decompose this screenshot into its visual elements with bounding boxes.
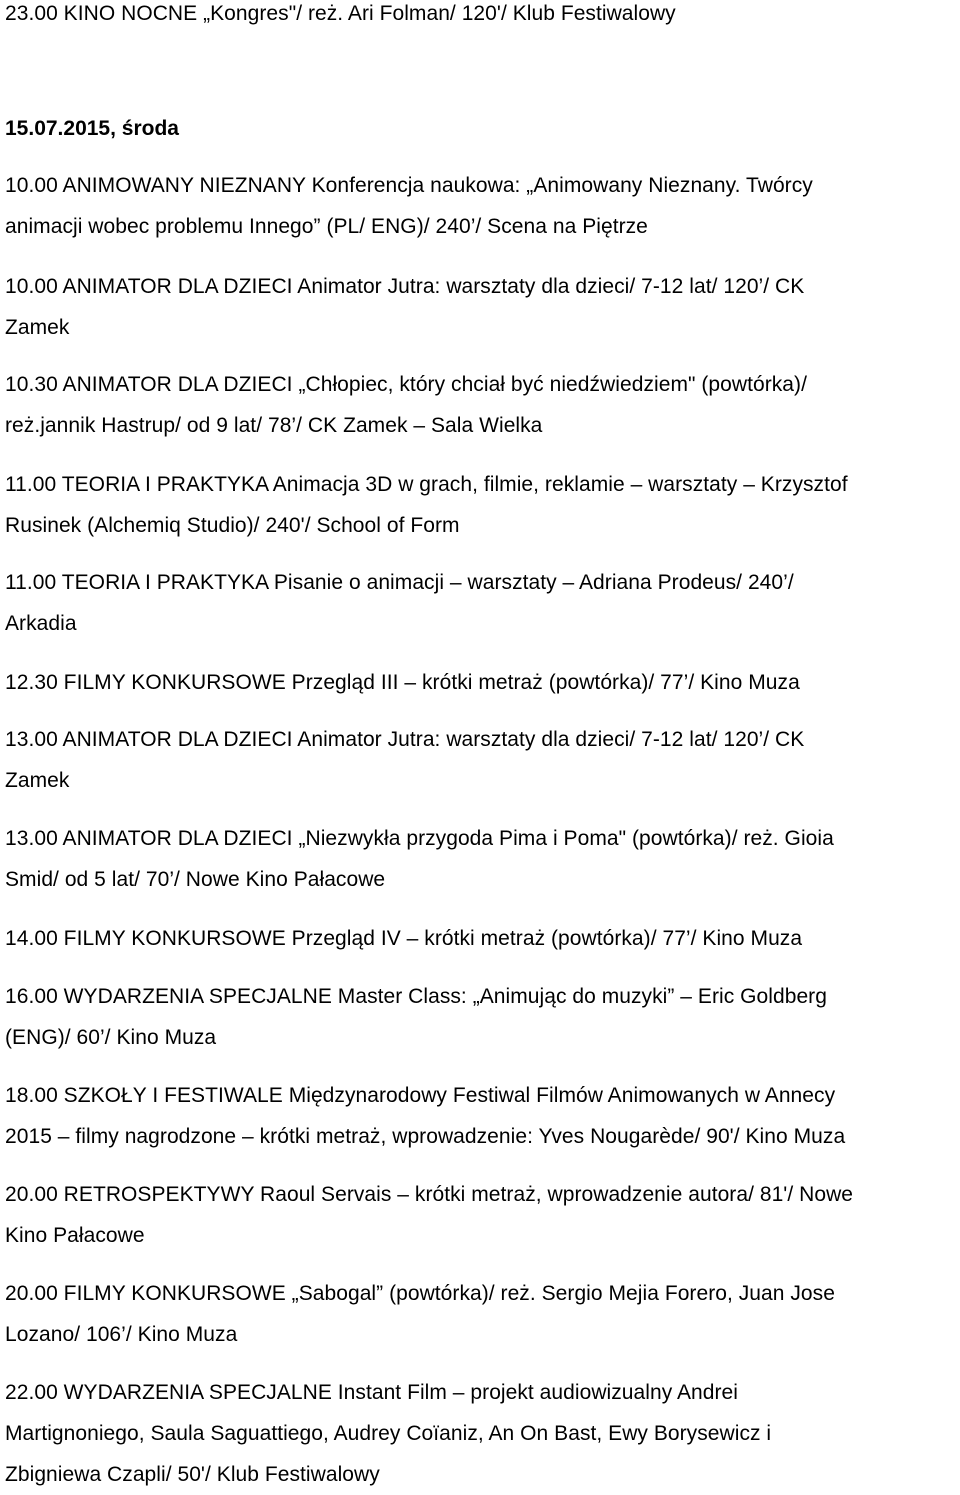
entry-line: 10.00 ANIMOWANY NIEZNANY Konferencja naukowa: „Animowany Nieznany. Twórcy <box>5 174 813 197</box>
entry-line: (ENG)/ 60’/ Kino Muza <box>5 1026 217 1049</box>
schedule-entry <box>5 364 957 446</box>
entry-line: 13.00 ANIMATOR DLA DZIECI Animator Jutra: warsztaty dla dzieci/ 7-12 lat/ 120’/ CK <box>5 728 805 751</box>
schedule-entry <box>5 918 957 959</box>
entry-line: Smid/ od 5 lat/ 70’/ Nowe Kino Pałacowe <box>5 868 386 891</box>
schedule-entry <box>5 1075 957 1157</box>
entry-line: Rusinek (Alchemiq Studio)/ 240'/ School of Form <box>5 514 460 537</box>
entry-line: Zamek <box>5 316 70 339</box>
entry-line: 20.00 RETROSPEKTYWY Raoul Servais – krótki metraż, wprowadzenie autora/ 81'/ Nowe <box>5 1183 854 1206</box>
entry-line: Arkadia <box>5 612 77 635</box>
entry-line: Lozano/ 106’/ Kino Muza <box>5 1323 238 1346</box>
entry-line: animacji wobec problemu Innego” (PL/ ENG)/ 240’/ Scena na Piętrze <box>5 215 648 238</box>
schedule-entry <box>5 1174 957 1256</box>
entry-line: 20.00 FILMY KONKURSOWE „Sabogal” (powtórka)/ reż. Sergio Mejia Forero, Juan Jose <box>5 1282 835 1305</box>
schedule-entry <box>5 464 957 546</box>
entry-line: 22.00 WYDARZENIA SPECJALNE Instant Film – projekt audiowizualny Andrei <box>5 1381 738 1404</box>
entry-line: 14.00 FILMY KONKURSOWE Przegląd IV – krótki metraż (powtórka)/ 77’/ Kino Muza <box>5 927 803 950</box>
schedule-entry <box>5 165 957 247</box>
entry-line: 10.30 ANIMATOR DLA DZIECI „Chłopiec, który chciał być niedźwiedziem" (powtórka)/ <box>5 373 807 396</box>
schedule-entry <box>5 1273 957 1355</box>
entry-line: 10.00 ANIMATOR DLA DZIECI Animator Jutra: warsztaty dla dzieci/ 7-12 lat/ 120’/ CK <box>5 275 805 298</box>
entry-line: 2015 – filmy nagrodzone – krótki metraż, wprowadzenie: Yves Nougarède/ 90'/ Kino Muza <box>5 1125 846 1148</box>
entry-line: 16.00 WYDARZENIA SPECJALNE Master Class: „Animując do muzyki” – Eric Goldberg <box>5 985 827 1008</box>
schedule-entry <box>5 266 957 348</box>
entry-line: Martignoniego, Saula Saguattiego, Audrey Coïaniz, An On Bast, Ewy Borysewicz i <box>5 1422 772 1445</box>
entry-line: 18.00 SZKOŁY I FESTIWALE Międzynarodowy Festiwal Filmów Animowanych w Annecy <box>5 1084 836 1107</box>
schedule-entry <box>5 562 957 644</box>
entry-line: reż.jannik Hastrup/ od 9 lat/ 78’/ CK Zamek – Sala Wielka <box>5 414 543 437</box>
schedule-entry <box>5 719 957 801</box>
entry-line: 12.30 FILMY KONKURSOWE Przegląd III – krótki metraż (powtórka)/ 77’/ Kino Muza <box>5 671 800 694</box>
entry-line: 11.00 TEORIA I PRAKTYKA Animacja 3D w grach, filmie, reklamie – warsztaty – Krzysztof <box>5 473 848 496</box>
day-heading: 15.07.2015, środa <box>5 117 179 140</box>
schedule-entry <box>5 662 957 703</box>
entry-line: Zbigniewa Czapli/ 50'/ Klub Festiwalowy <box>5 1463 380 1486</box>
entry-line: 11.00 TEORIA I PRAKTYKA Pisanie o animacji – warsztaty – Adriana Prodeus/ 240’/ <box>5 571 794 594</box>
entry-line: Zamek <box>5 769 70 792</box>
schedule-entry <box>5 976 957 1058</box>
schedule-entry <box>5 818 957 900</box>
intro-entry <box>5 0 957 34</box>
entry-line: Kino Pałacowe <box>5 1224 145 1247</box>
entry-line: 23.00 KINO NOCNE „Kongres"/ reż. Ari Folman/ 120'/ Klub Festiwalowy <box>5 2 676 25</box>
schedule-entry <box>5 1372 957 1495</box>
entry-line: 13.00 ANIMATOR DLA DZIECI „Niezwykła przygoda Pima i Poma" (powtórka)/ reż. Gioia <box>5 827 834 850</box>
